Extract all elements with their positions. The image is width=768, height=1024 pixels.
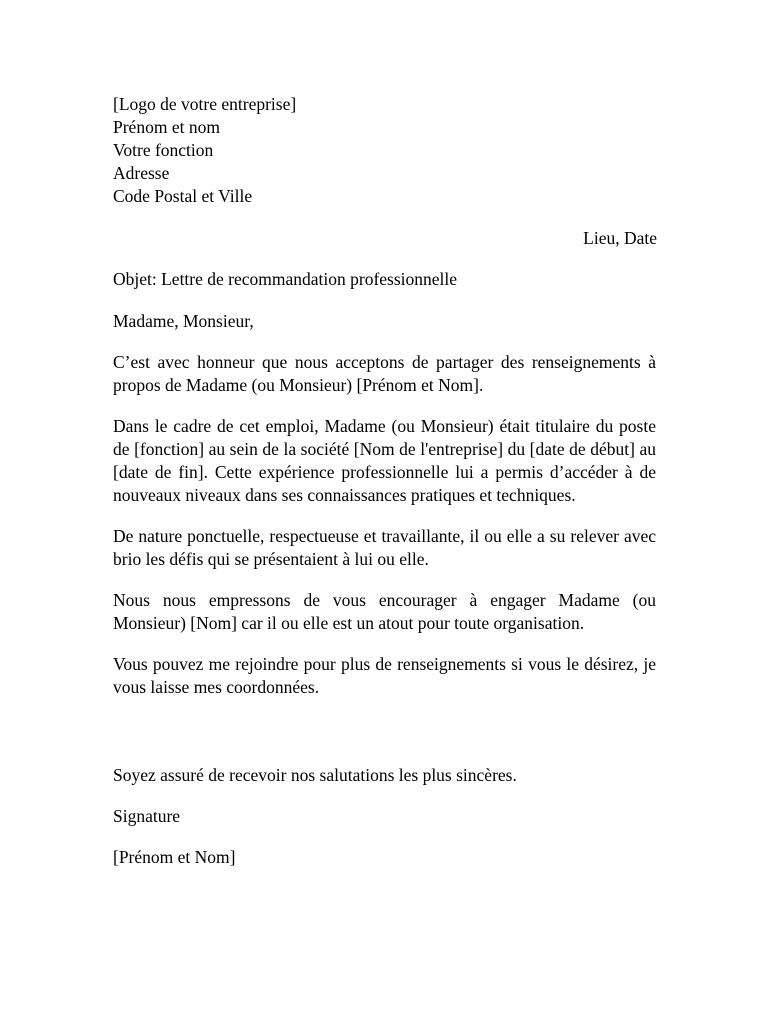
body-paragraph: Nous nous empressons de vous encourager à engager Madame (ou Monsieur) [Nom] car il ou elle est un atout pour toute organisation. <box>113 590 656 633</box>
sender-address: Adresse <box>113 163 170 183</box>
company-logo-placeholder: [Logo de votre entreprise] <box>113 94 297 114</box>
sender-name: Prénom et nom <box>113 117 220 137</box>
letter-subject: Objet: Lettre de recommandation professionnelle <box>113 269 458 289</box>
letter-body <box>113 351 656 717</box>
body-paragraph: Dans le cadre de cet emploi, Madame (ou Monsieur) était titulaire du poste de [fonction] au sein de la société [Nom de l'entreprise] du [date de début] au [date de fin]. Cette expérience professionnelle lui a permis d’accéder à de nouveaux niveaux dans ses connaissances pratiques et techniques. <box>113 416 656 505</box>
closing-formula: Soyez assuré de recevoir nos salutations les plus sincères. <box>113 765 517 785</box>
signer-name: [Prénom et Nom] <box>113 847 236 867</box>
sender-block <box>113 93 658 208</box>
sender-position: Votre fonction <box>113 140 214 160</box>
salutation: Madame, Monsieur, <box>113 311 254 331</box>
place-date: Lieu, Date <box>583 228 657 248</box>
body-paragraph: Vous pouvez me rejoindre pour plus de renseignements si vous le désirez, je vous laisse mes coordonnées. <box>113 654 656 697</box>
body-paragraph: De nature ponctuelle, respectueuse et travaillante, il ou elle a su relever avec brio les défis qui se présentaient à lui ou elle. <box>113 526 656 569</box>
closing-block <box>113 764 658 887</box>
sender-postal-city: Code Postal et Ville <box>113 186 253 206</box>
body-paragraph: C’est avec honneur que nous acceptons de partager des renseignements à propos de Madame (ou Monsieur) [Prénom et Nom]. <box>113 352 656 395</box>
signature-label: Signature <box>113 806 181 826</box>
